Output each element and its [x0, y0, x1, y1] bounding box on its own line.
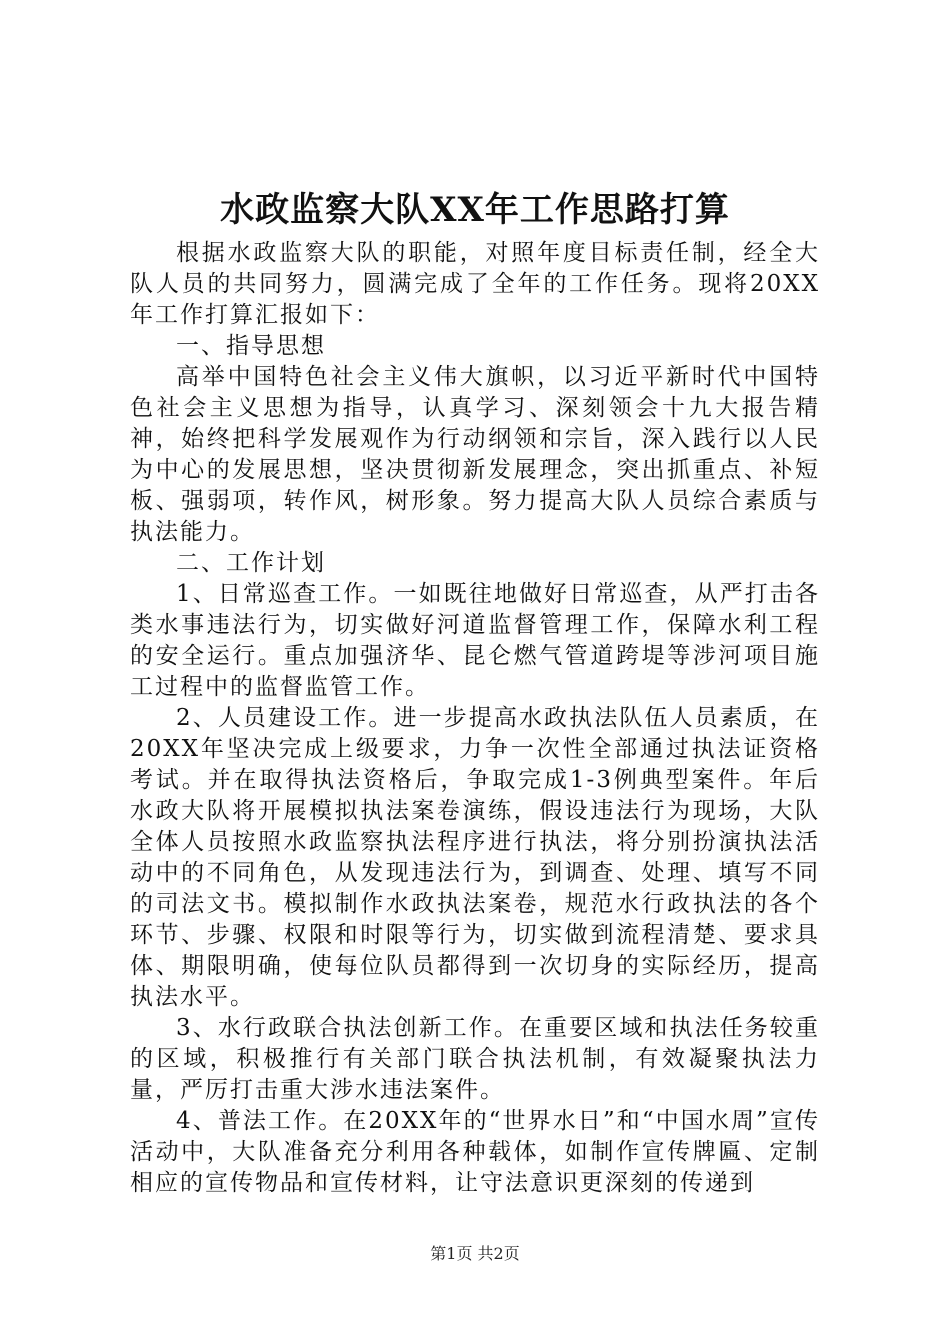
document-body: [130, 238, 820, 1199]
work-plan-item-legal-publicity: 4、普法工作。在20XX年的“世界水日”和“中国水周”宣传活动中，大队准备充分利用各种载体，如制作宣传牌匾、定制相应的宣传物品和宣传材料，让守法意识更深刻的传递到: [130, 1108, 820, 1196]
intro-paragraph: 根据水政监察大队的职能，对照年度目标责任制，经全大队人员的共同努力，圆满完成了全年的工作任务。现将20XX年工作打算汇报如下：: [130, 240, 820, 328]
work-plan-item-personnel: 2、人员建设工作。进一步提高水政执法队伍人员素质，在20XX年坚决完成上级要求，力争一次性全部通过执法证资格考试。并在取得执法资格后，争取完成1-3例典型案件。年后水政大队将开展模拟执法案卷演练，假设违法行为现场，大队全体人员按照水政监察执法程序进行执法，将分别扮演执法活动中的不同角色，从发现违法行为，到调查、处理、填写不同的司法文书。模拟制作水政执法案卷，规范水行政执法的各个环节、步骤、权限和时限等行为，切实做到流程清楚、要求具体、期限明确，使每位队员都得到一次切身的实际经历，提高执法水平。: [130, 705, 820, 1010]
section-heading-work-plan: 二、工作计划: [176, 550, 326, 576]
document-title: 水政监察大队XX年工作思路打算: [220, 190, 730, 230]
page-number-footer: 第1页 共2页: [430, 1244, 520, 1263]
guiding-thought-paragraph: 高举中国特色社会主义伟大旗帜，以习近平新时代中国特色社会主义思想为指导，认真学习、深刻领会十九大报告精神，始终把科学发展观作为行动纲领和宗旨，深入践行以人民为中心的发展思想，坚决贯彻新发展理念，突出抓重点、补短板、强弱项，转作风，树形象。努力提高大队人员综合素质与执法能力。: [130, 364, 820, 545]
section-heading-guiding-thought: 一、指导思想: [176, 333, 326, 359]
work-plan-item-joint-enforcement: 3、水行政联合执法创新工作。在重要区域和执法任务较重的区域，积极推行有关部门联合执法机制，有效凝聚执法力量，严厉打击重大涉水违法案件。: [130, 1015, 820, 1103]
work-plan-item-patrol: 1、日常巡查工作。一如既往地做好日常巡查，从严打击各类水事违法行为，切实做好河道监督管理工作，保障水利工程的安全运行。重点加强济华、昆仑燃气管道跨堤等涉河项目施工过程中的监督监管工作。: [130, 581, 820, 700]
